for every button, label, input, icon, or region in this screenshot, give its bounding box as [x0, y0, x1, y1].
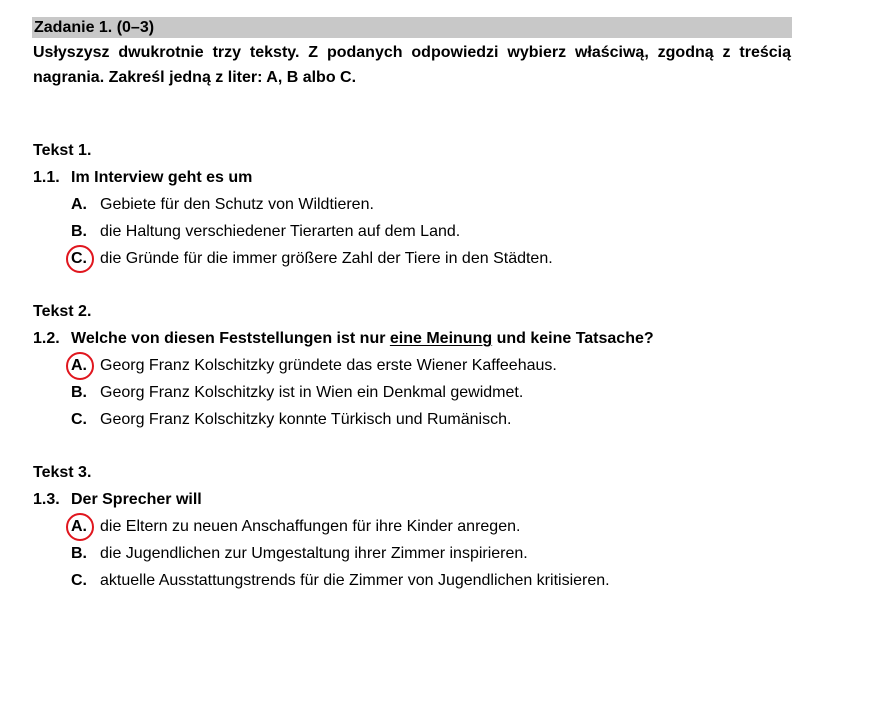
option-letter: A. — [71, 196, 87, 213]
option-text: die Jugendlichen zur Umgestaltung ihrer Zimmer inspirieren. — [100, 545, 528, 562]
option-1-3-c[interactable] — [33, 567, 833, 594]
task-instruction: Usłyszysz dwukrotnie trzy teksty. Z podanych odpowiedzi wybierz właściwą, zgodną z treścią nagrania. Zakreśl jedną z liter: A, B albo C. — [33, 44, 791, 86]
option-letter: C. — [71, 572, 87, 589]
task-header: Zadanie 1. (0–3) — [32, 17, 792, 38]
option-1-2-b[interactable] — [33, 379, 833, 406]
question-1-3 — [33, 486, 833, 513]
option-1-3-b[interactable] — [33, 540, 833, 567]
option-text: Georg Franz Kolschitzky gründete das erste Wiener Kaffeehaus. — [100, 357, 557, 374]
option-text: Georg Franz Kolschitzky konnte Türkisch und Rumänisch. — [100, 411, 512, 428]
option-letter: C. — [71, 411, 87, 428]
option-letter: A. — [71, 518, 87, 535]
question-number: 1.3. — [33, 491, 60, 508]
option-1-2-c[interactable] — [33, 406, 833, 433]
option-1-3-a[interactable] — [33, 513, 833, 540]
option-1-1-a[interactable] — [33, 191, 833, 218]
section-tekst-2 — [33, 298, 833, 433]
question-text-underlined: eine Meinung — [389, 330, 493, 347]
question-number: 1.1. — [33, 169, 60, 186]
question-1-1 — [33, 164, 833, 191]
option-text: Georg Franz Kolschitzky ist in Wien ein Denkmal gewidmet. — [100, 384, 524, 401]
section-tekst-3 — [33, 459, 833, 594]
option-text: Gebiete für den Schutz von Wildtieren. — [100, 196, 374, 213]
option-letter: A. — [71, 357, 87, 374]
section-tekst-1 — [33, 137, 833, 272]
question-text-before: Welche von diesen Feststellungen ist nur — [71, 330, 390, 347]
option-1-1-c[interactable] — [33, 245, 833, 272]
option-letter: C. — [71, 250, 87, 267]
section-title: Tekst 1. — [33, 142, 92, 159]
section-title: Tekst 3. — [33, 464, 92, 481]
option-1-1-b[interactable] — [33, 218, 833, 245]
question-number: 1.2. — [33, 330, 60, 347]
option-text: die Eltern zu neuen Anschaffungen für ihre Kinder anregen. — [100, 518, 521, 535]
option-letter: B. — [71, 384, 87, 401]
question-text-after: und keine Tatsache? — [492, 330, 654, 347]
question-text: Der Sprecher will — [71, 491, 202, 508]
option-letter: B. — [71, 223, 87, 240]
option-1-2-a[interactable] — [33, 352, 833, 379]
option-letter: B. — [71, 545, 87, 562]
option-text: aktuelle Ausstattungstrends für die Zimmer von Jugendlichen kritisieren. — [100, 572, 610, 589]
question-1-2 — [33, 325, 833, 352]
section-title: Tekst 2. — [33, 303, 92, 320]
option-text: die Haltung verschiedener Tierarten auf dem Land. — [100, 223, 461, 240]
question-text: Im Interview geht es um — [71, 169, 253, 186]
option-text: die Gründe für die immer größere Zahl der Tiere in den Städten. — [100, 250, 553, 267]
